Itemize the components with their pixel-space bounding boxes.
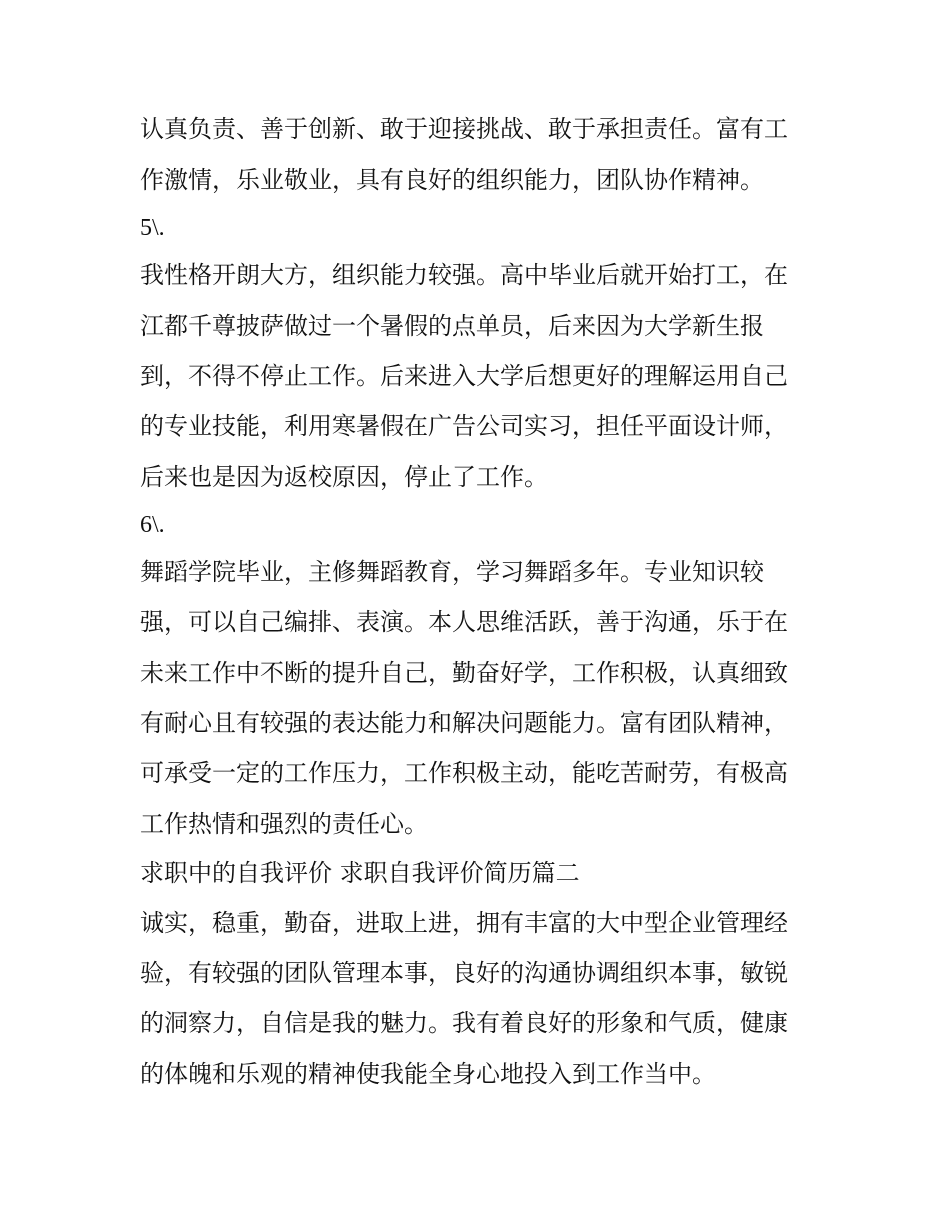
paragraph-line: 强，可以自己编排、表演。本人思维活跃，善于沟通，乐于在 [140,608,788,636]
paragraph-line: 江都千尊披萨做过一个暑假的点单员，后来因为大学新生报 [140,312,764,340]
paragraph-line: 有耐心且有较强的表达能力和解决问题能力。富有团队精神， [140,709,788,737]
paragraph-line: 的洞察力，自信是我的魅力。我有着良好的形象和气质，健康 [140,1009,788,1037]
paragraph-line: 舞蹈学院毕业，主修舞蹈教育，学习舞蹈多年。专业知识较 [140,558,764,586]
paragraph-line: 到，不得不停止工作。后来进入大学后想更好的理解运用自己 [140,362,788,390]
item-number-6: 6\. [140,512,165,538]
paragraph-line: 后来也是因为返校原因，停止了工作。 [140,463,548,491]
paragraph-line: 的专业技能，利用寒暑假在广告公司实习，担任平面设计师， [140,412,788,440]
paragraph-line: 可承受一定的工作压力，工作积极主动，能吃苦耐劳，有极高 [140,759,788,787]
paragraph-line: 我性格开朗大方，组织能力较强。高中毕业后就开始打工，在 [140,261,788,289]
paragraph-line: 认真负责、善于创新、敢于迎接挑战、敢于承担责任。富有工 [140,115,788,143]
section-heading: 求职中的自我评价 求职自我评价简历篇二 [140,859,580,887]
item-number-5: 5\. [140,215,165,241]
paragraph-line: 工作热情和强烈的责任心。 [140,810,428,838]
paragraph-line: 作激情，乐业敬业，具有良好的组织能力，团队协作精神。 [140,166,764,194]
paragraph-line: 诚实，稳重，勤奋，进取上进，拥有丰富的大中型企业管理经 [140,909,788,937]
paragraph-line: 未来工作中不断的提升自己，勤奋好学，工作积极，认真细致 [140,659,788,687]
paragraph-line: 验，有较强的团队管理本事，良好的沟通协调组织本事，敏锐 [140,959,788,987]
paragraph-line: 的体魄和乐观的精神使我能全身心地投入到工作当中。 [140,1060,716,1088]
